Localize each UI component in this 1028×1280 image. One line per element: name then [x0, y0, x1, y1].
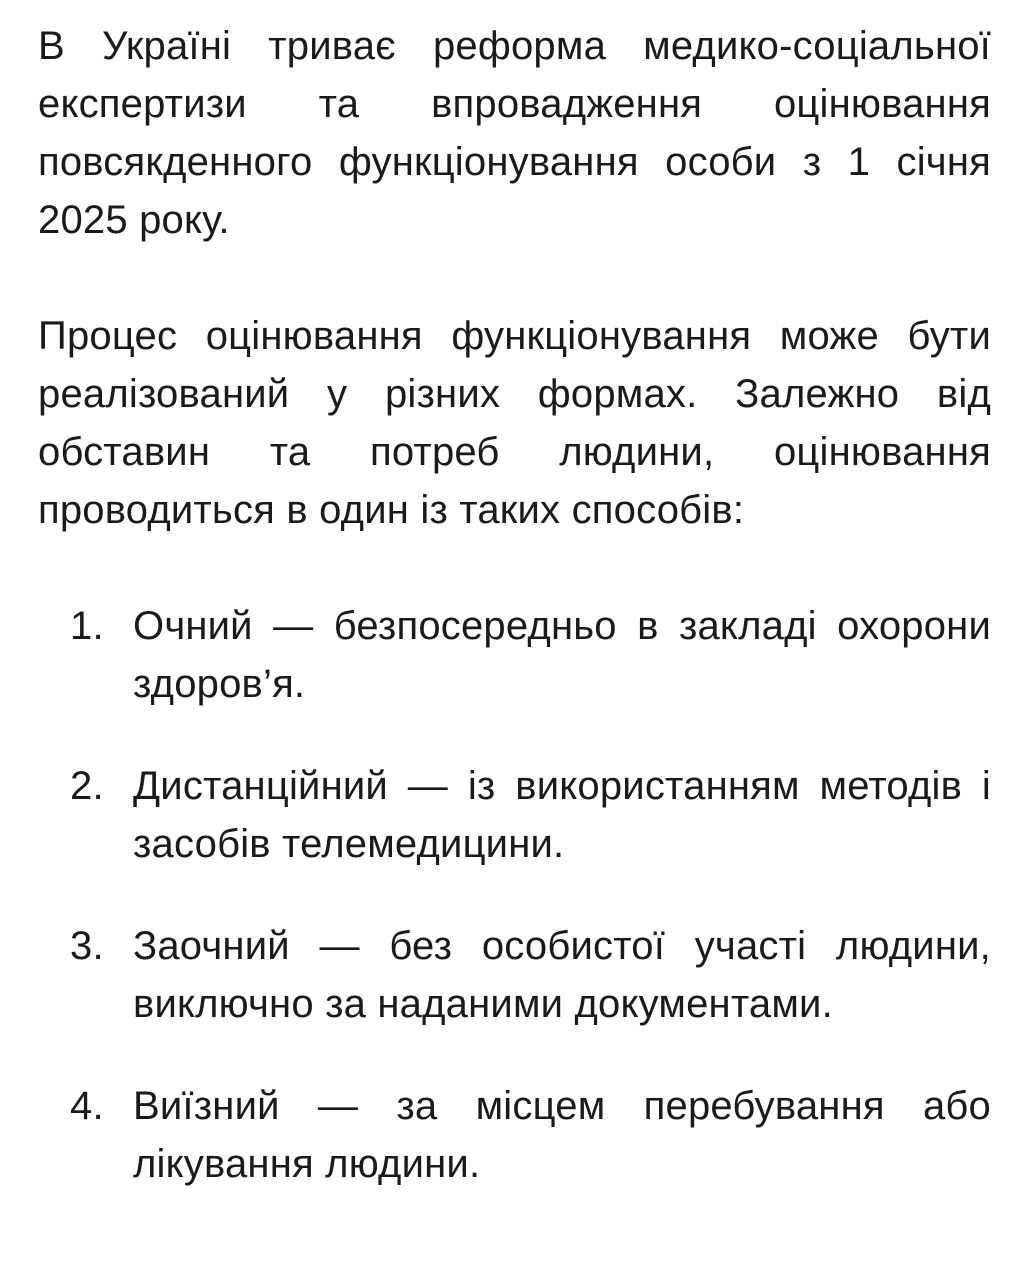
list-item-number: 1.: [70, 604, 104, 648]
list-item-text: Дистанційний — із використанням методів і засобів телемедицини.: [133, 764, 991, 866]
list-item-text: Очний — безпосередньо в закладі охорони здоров’я.: [133, 604, 991, 706]
list-item-text: Заочний — без особистої участі людини, виключно за наданими документами.: [133, 924, 991, 1026]
assessment-methods-list: [38, 597, 991, 1193]
list-item-text: Виїзний — за місцем перебування або лікування людини.: [133, 1084, 991, 1186]
document-body: [38, 17, 991, 1193]
list-item-number: 3.: [70, 924, 104, 968]
list-item: [38, 757, 991, 873]
list-item-number: 4.: [70, 1084, 104, 1128]
process-paragraph: Процес оцінювання функціонування може бути реалізований у різних формах. Залежно від обставин та потреб людини, оцінювання проводиться в один із таких способів:: [38, 314, 991, 532]
intro-paragraph: В Україні триває реформа медико-соціальної експертизи та впровадження оцінювання повсякденного функціонування особи з 1 січня 2025 року.: [38, 24, 991, 242]
list-item: [38, 597, 991, 713]
list-item: [38, 917, 991, 1033]
list-item: [38, 1077, 991, 1193]
list-item-number: 2.: [70, 764, 104, 808]
